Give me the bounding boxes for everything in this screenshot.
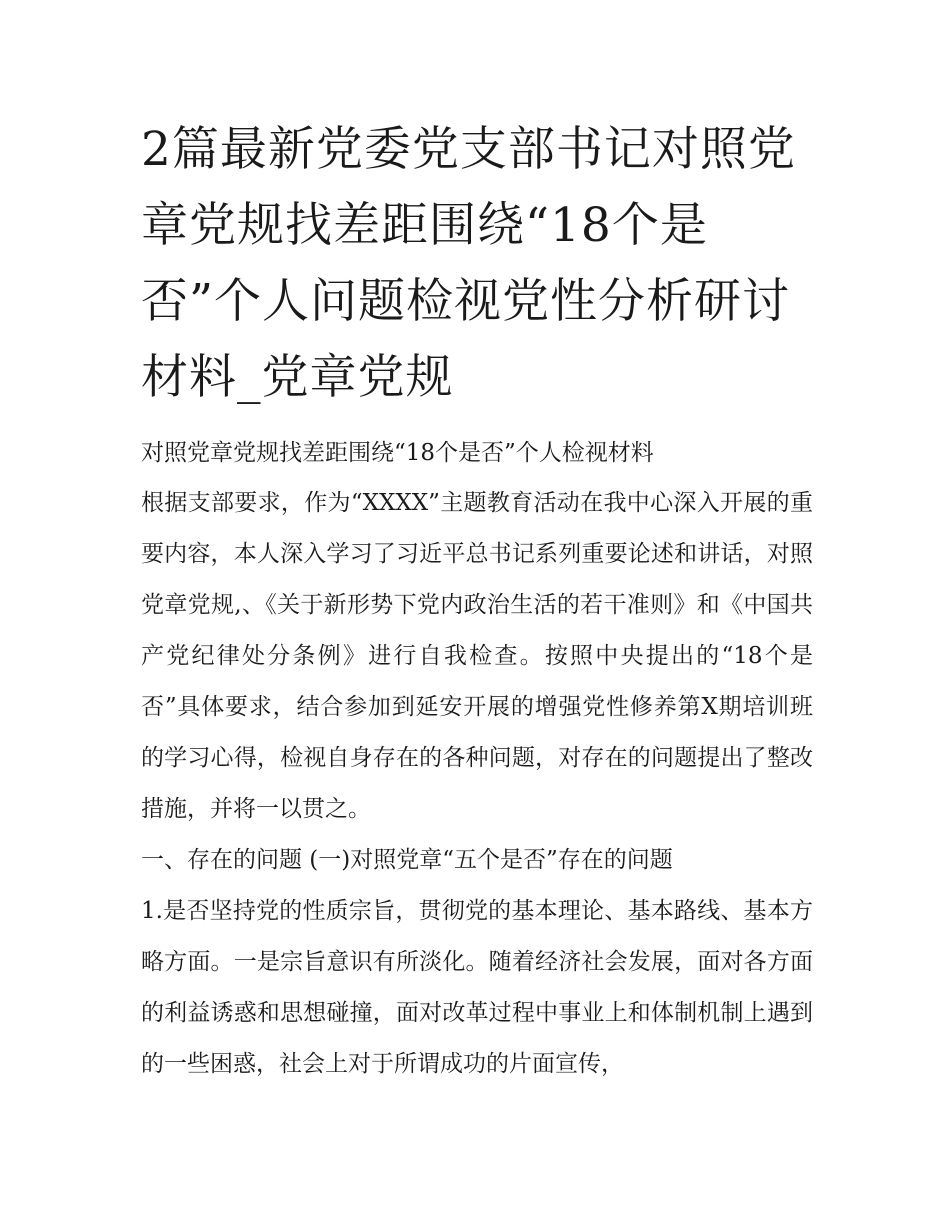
document-subtitle: 对照党章党规找差距围绕“18个是否”个人检视材料 (141, 440, 654, 466)
paragraph-intro: 根据支部要求，作为“XXXX”主题教育活动在我中心深入开展的重要内容，本人深入学习了习近平总书记系列重要论述和讲话，对照党章党规,、《关于新形势下党内政治生活的若干准则》和《中国共产党纪律处分条例》进行自我检查。按照中央提出的“18个是否”具体要求，结合参加到延安开展的增强党性修养第X期培训班的学习心得，检视自身存在的各种问题，对存在的问题提出了整改措施，并将一以贯之。 (141, 490, 813, 822)
document-title: 2篇最新党委党支部书记对照党章党规找差距围绕“18个是否”个人问题检视党性分析研讨材料_党章党规 (141, 122, 796, 405)
paragraph-item-1: 1.是否坚持党的性质宗旨，贯彻党的基本理论、基本路线、基本方略方面。一是宗旨意识有所淡化。随着经济社会发展，面对各方面的利益诱惑和思想碰撞，面对改革过程中事业上和体制机制上遇到的一些困惑，社会上对于所谓成功的片面宣传， (141, 898, 813, 1077)
section-heading: 一、存在的问题 (一)对照党章“五个是否”存在的问题 (141, 847, 673, 873)
document-body (141, 112, 813, 1090)
